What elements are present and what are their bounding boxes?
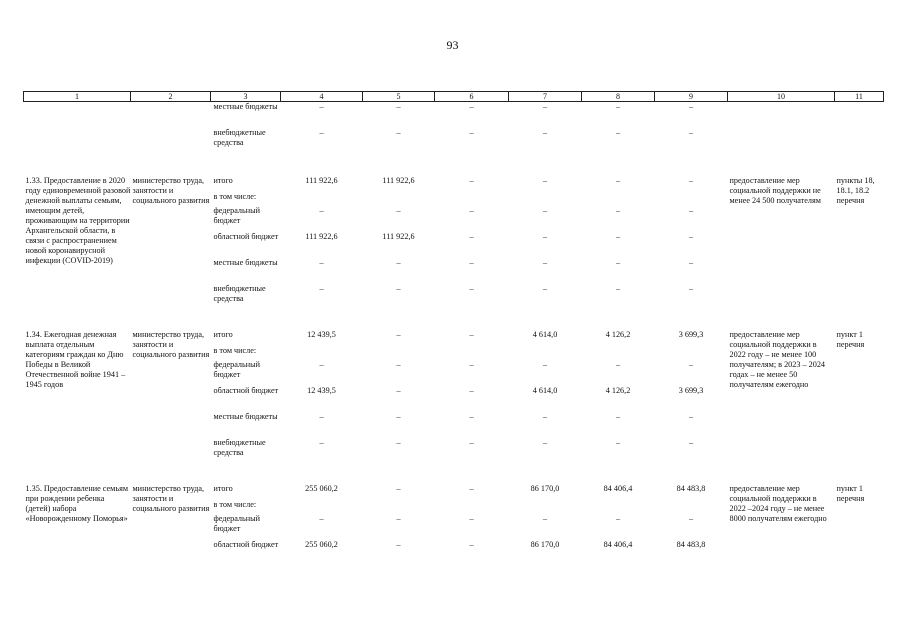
amount-cell: 12 439,5 [307,385,336,395]
amount-cell [363,192,435,206]
amount-cell: – [396,539,401,549]
amount-cell: – [688,411,694,421]
funding-source: внебюджетные средства [213,283,266,303]
spacer-cell [24,464,884,484]
amount-cell: – [542,257,548,267]
expected-result: предоставление мер социальной поддержки в 2022 году – не менее 100 получателям; в 2023 – 2024 годах – не менее 50 получателям ежегодно [729,329,826,389]
spacer-cell [24,154,884,176]
funding-source: областной бюджет [213,385,279,395]
amount-cell: – [469,257,474,267]
col-header: 11 [835,92,884,102]
amount-cell: – [469,175,474,185]
reference: пункты 18, 18.1, 18.2 перечня [836,175,875,205]
funding-source: в том числе: [213,191,257,201]
empty-cell [728,102,835,154]
amount-cell [281,346,363,360]
amount-cell: 4 126,2 [605,329,631,339]
amount-cell [435,500,509,514]
amount-cell: – [688,257,694,267]
expected-result: предоставление мер социальной поддержки не менее 24 500 получателям [729,175,821,205]
spacer-row [24,310,884,330]
funding-source: федеральный бюджет [213,205,261,225]
amount-cell: – [319,437,324,447]
empty-cell [24,102,131,154]
funding-source: итого [213,329,233,339]
amount-cell: – [615,127,621,137]
amount-cell: – [396,205,401,215]
amount-cell: – [319,359,324,369]
measure-title: 1.34. Ежегодная денежная выплата отдельным категориям граждан ко Дню Победы в Великой Отечественной войне 1941 – 1945 годов [25,329,126,389]
amount-cell [281,500,363,514]
funding-source: федеральный бюджет [213,359,261,379]
funding-source: областной бюджет [213,231,279,241]
reference: пункт 1 перечня [836,329,865,349]
amount-cell: – [469,513,474,523]
amount-cell: – [469,437,474,447]
amount-cell: – [319,257,324,267]
spacer-row [24,464,884,484]
amount-cell: – [542,205,548,215]
funding-source: местные бюджеты [213,411,278,421]
executor: министерство труда, занятости и социального развития [132,483,210,513]
col-header: 5 [363,92,435,102]
empty-cell [835,102,884,154]
amount-cell: – [615,437,621,447]
amount-cell: – [319,283,324,293]
amount-cell: – [542,411,548,421]
amount-cell: – [615,359,621,369]
amount-cell: 111 922,6 [305,175,338,185]
amount-cell: 84 483,8 [676,483,706,493]
amount-cell: – [615,283,621,293]
amount-cell: – [615,175,621,185]
budget-table [23,91,884,566]
col-header: 6 [435,92,509,102]
amount-cell: – [542,513,548,523]
amount-cell [363,346,435,360]
amount-cell: 84 406,4 [603,483,633,493]
amount-cell: – [396,385,401,395]
amount-cell: 84 406,4 [603,539,633,549]
amount-cell: 4 614,0 [532,329,558,339]
col-header: 1 [24,92,131,102]
amount-cell: – [469,411,474,421]
expected-result: предоставление мер социальной поддержки в 2022 –2024 году – не менее 8000 получателям ежегодно [729,483,827,523]
amount-cell: – [396,329,401,339]
amount-cell [281,192,363,206]
funding-source: местные бюджеты [213,257,278,267]
amount-cell: – [469,385,474,395]
amount-cell: – [396,513,401,523]
table-row [24,484,884,500]
funding-source: в том числе: [213,345,257,355]
measure-title: 1.35. Предоставление семьям при рождении ребенка (детей) набора «Новорожденному Поморья» [25,483,129,523]
amount-cell: – [469,205,474,215]
amount-cell: – [319,513,324,523]
amount-cell [509,346,582,360]
amount-cell: – [615,231,621,241]
amount-cell: 12 439,5 [307,329,336,339]
amount-cell [655,346,728,360]
amount-cell: – [688,231,694,241]
amount-cell: 111 922,6 [382,231,415,241]
amount-cell: – [542,127,548,137]
amount-cell: – [688,513,694,523]
col-header: 9 [655,92,728,102]
amount-cell: – [469,283,474,293]
amount-cell: – [542,283,548,293]
amount-cell [582,346,655,360]
header-row [24,92,884,102]
funding-source: в том числе: [213,499,257,509]
amount-cell: – [688,102,694,111]
amount-cell: 255 060,2 [305,483,338,493]
table-row [24,176,884,192]
amount-cell: – [615,102,621,111]
amount-cell: 86 170,0 [530,539,560,549]
amount-cell: – [396,283,401,293]
amount-cell: 255 060,2 [305,539,338,549]
amount-cell: 4 126,2 [605,385,631,395]
amount-cell [655,500,728,514]
amount-cell: – [396,257,401,267]
amount-cell: – [396,127,401,137]
amount-cell: – [469,127,474,137]
amount-cell: – [396,483,401,493]
funding-source: итого [213,483,233,493]
amount-cell: – [319,102,324,111]
executor: министерство труда, занятости и социального развития [132,175,210,205]
executor: министерство труда, занятости и социального развития [132,329,210,359]
col-header: 10 [728,92,835,102]
amount-cell: – [469,329,474,339]
amount-cell: – [615,257,621,267]
amount-cell: – [396,102,401,111]
amount-cell: – [542,175,548,185]
col-header: 4 [281,92,363,102]
table-row [24,330,884,346]
amount-cell [582,192,655,206]
amount-cell: – [615,513,621,523]
amount-cell [582,500,655,514]
amount-cell: – [542,231,548,241]
col-header: 2 [131,92,211,102]
amount-cell [655,192,728,206]
amount-cell: – [469,102,474,111]
amount-cell: 3 699,3 [678,385,704,395]
amount-cell: 111 922,6 [382,175,415,185]
amount-cell: – [542,437,548,447]
amount-cell: – [688,127,694,137]
col-header: 8 [582,92,655,102]
amount-cell: 86 170,0 [530,483,560,493]
amount-cell: 3 699,3 [678,329,704,339]
funding-source: федеральный бюджет [213,513,261,533]
reference: пункт 1 перечня [836,483,865,503]
amount-cell: – [469,359,474,369]
amount-cell [435,192,509,206]
amount-cell: 111 922,6 [305,231,338,241]
amount-cell: – [396,411,401,421]
amount-cell: 4 614,0 [532,385,558,395]
table-row [24,102,884,128]
col-header: 3 [211,92,281,102]
amount-cell: – [688,205,694,215]
amount-cell: – [319,411,324,421]
amount-cell: – [469,539,474,549]
amount-cell: – [319,127,324,137]
measure-title: 1.33. Предоставление в 2020 году единовременной разовой денежной выплаты семьям, имеющим детей, проживающим на территории Архангельской области, в связи с распространением новой коронавирусной инфекции (COVID-2019) [25,175,131,265]
empty-cell [131,102,211,154]
amount-cell: – [615,411,621,421]
col-header: 7 [509,92,582,102]
amount-cell: – [615,205,621,215]
amount-cell: – [542,102,548,111]
amount-cell: – [396,359,401,369]
amount-cell: – [688,283,694,293]
amount-cell: – [396,437,401,447]
amount-cell [363,500,435,514]
amount-cell: – [688,175,694,185]
amount-cell: – [319,205,324,215]
amount-cell [435,346,509,360]
amount-cell: – [469,231,474,241]
amount-cell: – [688,437,694,447]
funding-source: внебюджетные средства [213,127,266,147]
funding-source: итого [213,175,233,185]
spacer-cell [24,310,884,330]
amount-cell: 84 483,8 [676,539,706,549]
funding-source: внебюджетные средства [213,437,266,457]
amount-cell [509,192,582,206]
spacer-row [24,154,884,176]
amount-cell [509,500,582,514]
amount-cell: – [688,359,694,369]
amount-cell: – [542,359,548,369]
amount-cell: – [469,483,474,493]
page-number: 93 [446,38,459,52]
funding-source: местные бюджеты [213,102,278,111]
funding-source: областной бюджет [213,539,279,549]
